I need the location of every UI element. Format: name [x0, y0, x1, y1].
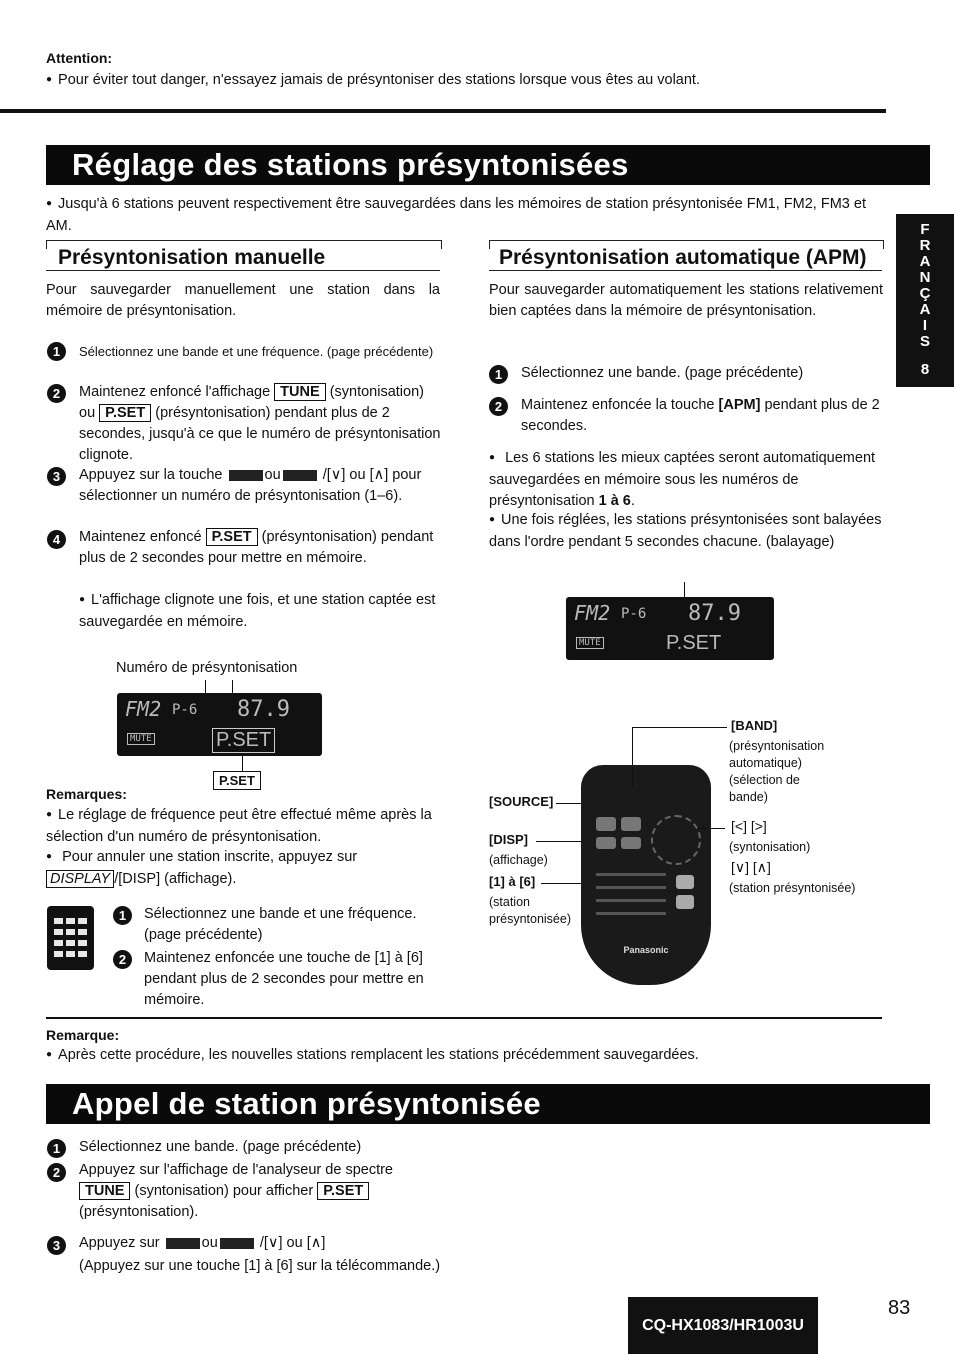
pset-key: P.SET: [206, 528, 258, 546]
lcd-preset: P-6: [172, 702, 198, 718]
side-letter: A: [919, 253, 931, 270]
step-1-icon: 1: [47, 342, 66, 361]
section1-intro: ● Jusqu'à 6 stations peuvent respectivement être sauvegardées dans les mémoires de station présyntonisée FM1, FM2, FM3 et AM.: [46, 194, 886, 237]
manual-step4-text: Maintenez enfoncé: [79, 529, 202, 545]
manual-step4-text-b: (présyntonisation) pendant plus de 2 secondes pour mettre en mémoire.: [79, 529, 434, 566]
label-up-down-desc: (station présyntonisée): [729, 881, 856, 895]
remarque-rule: [46, 1017, 882, 1019]
lcd-mute: MUTE: [576, 637, 604, 649]
manual-title: Présyntonisation manuelle: [58, 246, 326, 269]
display-pset-label: P.SET: [213, 771, 261, 790]
leader-line: [556, 803, 586, 804]
section-title-appel: Appel de station présyntonisée: [46, 1084, 930, 1124]
lcd-preset: P-6: [621, 606, 647, 622]
manual-step4-note: ● L'affichage clignote une fois, et une station captée est sauvegardée en mémoire.: [79, 590, 441, 633]
apm-key: [APM]: [718, 397, 761, 413]
manual-step3-text-b: /[∨] ou [∧] pour sélectionner un numéro de présyntonisation (1–6).: [79, 467, 422, 504]
display-key: DISPLAY: [46, 870, 114, 888]
step-1-icon: 1: [47, 1139, 66, 1158]
step-2-icon: 2: [489, 397, 508, 416]
side-letter: F: [920, 221, 930, 238]
side-letter: A: [919, 301, 931, 318]
step-1-icon: 1: [489, 365, 508, 384]
label-source: [SOURCE]: [489, 794, 554, 809]
appel-step2-text-c: (présyntonisation).: [79, 1204, 199, 1220]
appel-step2: [79, 1160, 441, 1223]
manual-desc: Pour sauvegarder manuellement une station dans la mémoire de présyntonisation.: [46, 282, 440, 319]
appel-step3-text-b: /[∨] ou [∧]: [259, 1235, 326, 1251]
label-left-right-desc: (syntonisation): [729, 840, 811, 854]
or-text: ou: [201, 1235, 218, 1251]
pset-pointer-line: [242, 756, 243, 771]
lcd-band: FM2: [125, 697, 162, 721]
side-letter: I: [922, 317, 928, 334]
remote-button: [676, 895, 694, 909]
pset-key: P.SET: [99, 404, 151, 422]
display-caption: Numéro de présyntonisation: [116, 660, 298, 676]
remarque-title: Remarque:: [46, 1027, 120, 1043]
step-1-icon: 1: [113, 906, 132, 925]
leader-line: [536, 841, 586, 842]
auto-bullet-1: ● Les 6 stations les mieux captées seront automatiquement sauvegardées en mémoire sous les numéros de présyntonisation 1 à 6.: [489, 448, 883, 512]
side-page-number: 8: [920, 361, 930, 378]
remote-keypad-icon: [47, 906, 94, 970]
remote-button: [676, 875, 694, 889]
remarque-text: ● Après cette procédure, les nouvelles stations remplacent les stations précédemment sauvegardées.: [46, 1045, 882, 1067]
manual-step2: [79, 382, 441, 466]
pset-key: P.SET: [317, 1182, 369, 1200]
lcd-frequency: 87.9: [237, 697, 290, 722]
auto-step1: Sélectionnez une bande. (page précédente): [521, 365, 804, 381]
caption-line: [205, 680, 206, 693]
label-numbers: [1] à [6]: [489, 874, 536, 889]
scan-down-icon: [166, 1238, 200, 1249]
appel-step1: Sélectionnez une bande. (page précédente): [79, 1139, 362, 1155]
manual-step3-text: Appuyez sur la touche: [79, 467, 223, 483]
remarks-title: Remarques:: [46, 786, 127, 802]
manual-step1: Sélectionnez une bande et une fréquence. (page précédente): [79, 344, 434, 359]
leader-line: [632, 727, 633, 787]
remote-step2: Maintenez enfoncée une touche de [1] à [6] pendant plus de 2 secondes pour mettre en mémoire.: [144, 950, 424, 1008]
auto-bullet-1-range: 1 à 6: [598, 493, 631, 509]
auto-bullet-1-text: Les 6 stations les mieux captées seront automatiquement sauvegardées en mémoire sous les numéros de présyntonisation: [489, 450, 876, 509]
label-band-desc: (présyntonisation automatique) (sélection de bande): [729, 739, 825, 804]
remark-1: ● Le réglage de fréquence peut être effectué même après la sélection d'un numéro de présyntonisation.: [46, 805, 440, 848]
language-side-tab: [896, 214, 954, 387]
appel-step2-text-b: (syntonisation) pour afficher: [134, 1183, 314, 1199]
lcd-mute: MUTE: [127, 733, 155, 745]
manual-step3: [79, 465, 441, 507]
remark-2-text: Pour annuler une station inscrite, appuyez sur: [62, 849, 358, 865]
scan-down-icon: [229, 470, 263, 481]
step-3-icon: 3: [47, 467, 66, 486]
lcd-pset: P.SET: [212, 728, 275, 753]
scan-up-icon: [220, 1238, 254, 1249]
attention-title: Attention:: [46, 50, 113, 66]
remote-dpad: [651, 815, 701, 865]
appel-step2-text: Appuyez sur l'affichage de l'analyseur de spectre: [79, 1162, 393, 1178]
side-letter: S: [919, 333, 930, 350]
remote-button: [596, 817, 616, 831]
scan-up-icon: [283, 470, 317, 481]
label-left-right: [<] [>]: [731, 818, 767, 834]
manual-step2-text: Maintenez enfoncé l'affichage: [79, 384, 271, 400]
label-disp-desc: (affichage): [489, 853, 548, 867]
tune-key: TUNE: [79, 1182, 130, 1200]
step-2-icon: 2: [113, 950, 132, 969]
appel-step3-text: Appuyez sur: [79, 1235, 160, 1251]
remote-brand: Panasonic: [623, 945, 669, 955]
auto-bullet-2: ● Une fois réglées, les stations présyntonisées sont balayées dans l'ordre pendant 5 secondes chacune. (balayage): [489, 510, 883, 553]
top-rule: [0, 109, 886, 113]
page-number: 83: [888, 1297, 911, 1319]
appel-step3-note: (Appuyez sur une touche [1] à [6] sur la télécommande.): [79, 1258, 441, 1274]
appel-step3: [79, 1233, 441, 1254]
leader-line: [632, 727, 727, 728]
lcd-band: FM2: [574, 601, 611, 625]
remote-step1: Sélectionnez une bande et une fréquence. (page précédente): [144, 906, 417, 943]
label-numbers-desc: (station présyntonisée): [489, 895, 571, 926]
manual-underline: [46, 270, 440, 271]
remote-button: [621, 837, 641, 849]
remote-button: [621, 817, 641, 831]
auto-step2: [521, 395, 883, 437]
label-disp: [DISP]: [489, 832, 528, 847]
step-3-icon: 3: [47, 1236, 66, 1255]
lcd-display-auto: [566, 597, 774, 660]
lcd-frequency: 87.9: [688, 601, 741, 626]
attention-text: ● Pour éviter tout danger, n'essayez jamais de présyntoniser des stations lorsque vous êtes au volant.: [46, 70, 700, 92]
remote-number-keys: [596, 865, 666, 925]
manual-step2-text-c: (présyntonisation) pendant plus de 2 secondes, jusqu'à ce que le numéro de présyntonisation clignote.: [79, 405, 441, 463]
step-2-icon: 2: [47, 384, 66, 403]
lcd-display-manual: [117, 693, 322, 756]
auto-title: Présyntonisation automatique (APM): [499, 246, 867, 269]
leader-line: [697, 828, 725, 829]
or-text: ou: [264, 467, 281, 483]
auto-desc: Pour sauvegarder automatiquement les stations relativement bien captées dans la mémoire de présyntonisation.: [489, 282, 883, 319]
remark-2-text-b: /[DISP] (affichage).: [114, 871, 237, 887]
label-band: [BAND]: [731, 718, 778, 733]
side-letter: N: [919, 269, 931, 286]
manual-step4: [79, 527, 441, 569]
leader-line: [541, 883, 586, 884]
remote-control-image: [581, 765, 711, 985]
step-4-icon: 4: [47, 530, 66, 549]
label-up-down: [∨] [∧]: [731, 859, 771, 875]
auto-underline: [489, 270, 882, 271]
auto-step2-text-b: pendant plus de 2 secondes.: [521, 397, 880, 434]
remote-button: [596, 837, 616, 849]
section-title-reglage: Réglage des stations présyntonisées: [46, 145, 930, 185]
side-letter: Ç: [919, 285, 931, 302]
step-2-icon: 2: [47, 1163, 66, 1182]
manual-step2-text-b: (syntonisation) ou: [79, 384, 424, 421]
auto-step2-text: Maintenez enfoncée la touche: [521, 397, 715, 413]
lcd-pset: P.SET: [666, 632, 722, 654]
remark-2: [46, 847, 440, 890]
tune-key: TUNE: [274, 383, 325, 401]
side-letter: R: [919, 237, 931, 254]
caption-line: [232, 680, 233, 693]
model-footer: CQ-HX1083/HR1003U: [628, 1297, 818, 1354]
